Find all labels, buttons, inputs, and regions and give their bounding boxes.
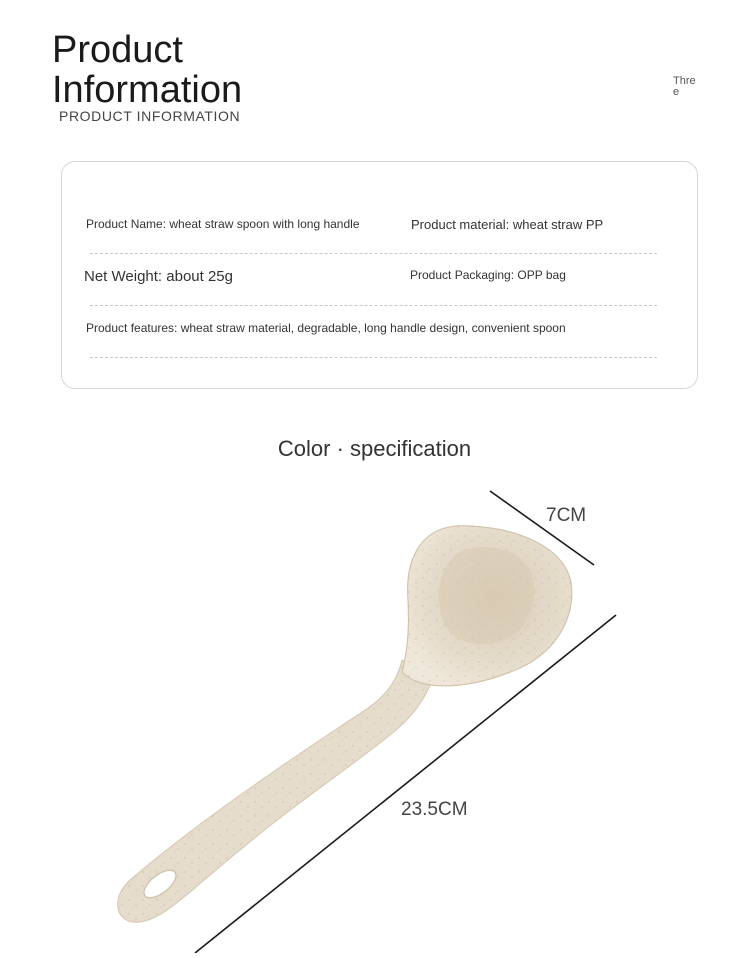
width-dimension-label: 7CM xyxy=(546,505,587,526)
page-title: Product Information xyxy=(52,29,243,111)
page-subtitle: PRODUCT INFORMATION xyxy=(59,108,241,124)
product-info-card xyxy=(61,161,698,389)
spoon-illustration xyxy=(0,480,749,953)
color-specification-heading: Color · specification xyxy=(277,436,472,461)
spoon-bowl xyxy=(402,526,572,686)
product-name-field: Product Name: wheat straw spoon with long handle xyxy=(86,217,360,231)
product-material-field: Product material: wheat straw PP xyxy=(411,217,604,232)
length-dimension-label: 23.5CM xyxy=(401,799,468,820)
product-features-field: Product features: wheat straw material, degradable, long handle design, convenient spoon xyxy=(86,321,566,335)
spoon-handle xyxy=(118,660,432,922)
spoon-drawing xyxy=(0,480,749,953)
side-note: Three xyxy=(673,75,696,98)
product-packaging-field: Product Packaging: OPP bag xyxy=(410,268,566,282)
net-weight-field: Net Weight: about 25g xyxy=(84,268,233,285)
